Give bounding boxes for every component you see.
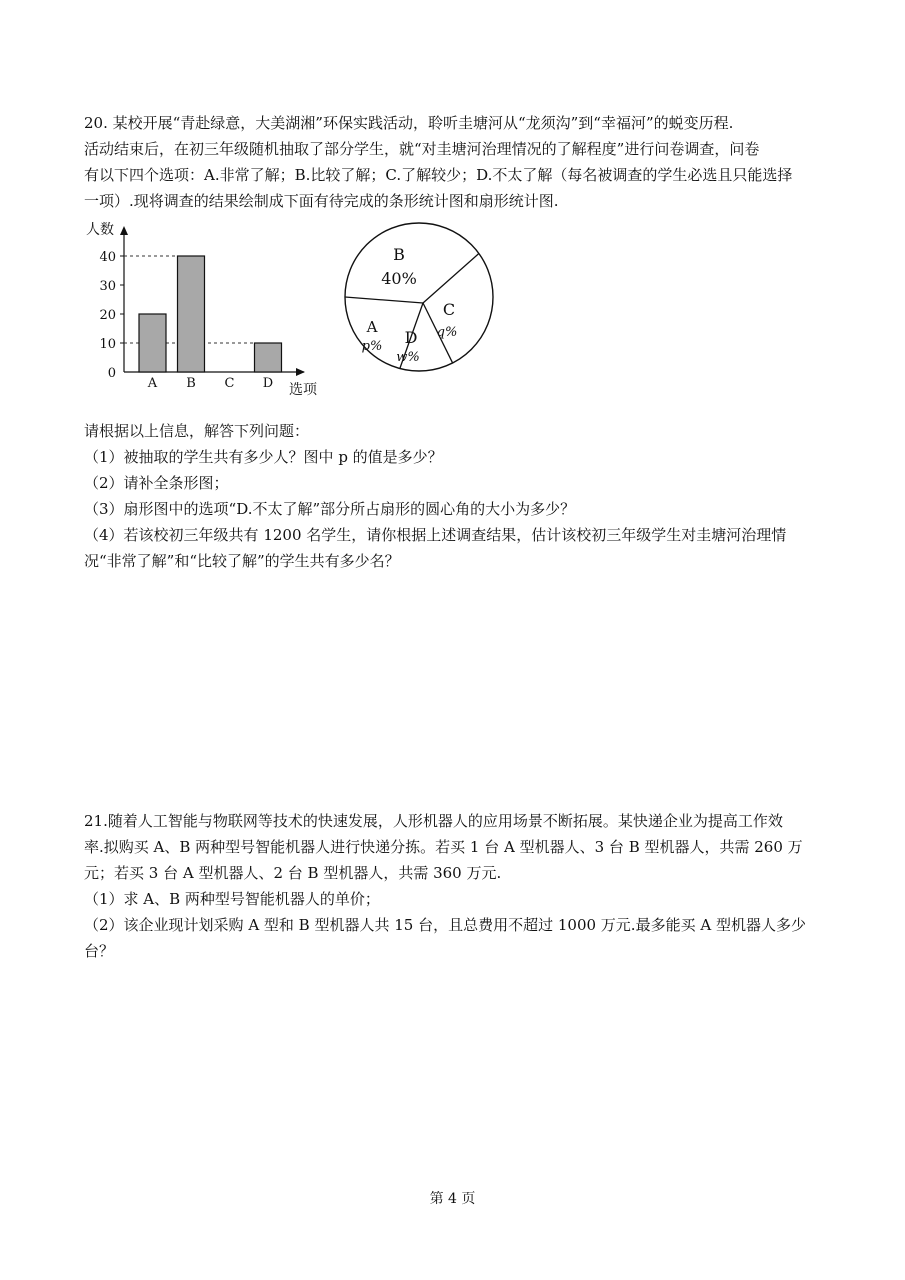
intro-text: 请根据以上信息，解答下列问题：: [84, 422, 310, 440]
pie-value-D: w%: [396, 350, 420, 365]
subquestion-2: （2）请补全条形图；: [84, 474, 229, 492]
bar-category-label: B: [186, 376, 196, 391]
bar-y-axis-arrow: [120, 226, 128, 235]
text-line: 活动结束后，在初三年级随机抽取了部分学生，就“对圭塘河治理情况的了解程度”进行问卷调查，问卷: [84, 140, 760, 158]
bar-category-label: D: [262, 376, 274, 391]
subquestion-4-cont: 况“非常了解”和“比较了解”的学生共有多少名？: [84, 552, 400, 570]
bar-y-tick-label: 40: [99, 250, 116, 265]
bar-xlabel: 选项: [289, 382, 317, 398]
bar-B: [178, 256, 205, 372]
pie-label-C: C: [442, 300, 456, 319]
bar-y-tick-label: 30: [99, 279, 116, 294]
bar-x-axis-arrow: [296, 368, 305, 376]
question-20-figures: [84, 212, 504, 412]
text-line: 率.拟购买 A、B 两种型号智能机器人进行快递分拣。若买 1 台 A 型机器人、3 台 B 型机器人，共需 260 万: [84, 838, 803, 856]
bar-y-tick-label: 20: [99, 308, 116, 323]
subquestion-1: （1）被抽取的学生共有多少人？图中 p 的值是多少？: [84, 448, 443, 466]
pie-value-B: 40%: [381, 269, 417, 288]
pie-label-B: B: [393, 245, 405, 264]
text-line: 元；若买 3 台 A 型机器人、2 台 B 型机器人，共需 360 万元.: [84, 864, 502, 882]
subquestion-3: （3）扇形图中的选项“D.不太了解”部分所占扇形的圆心角的大小为多少？: [84, 500, 576, 518]
pie-label-D: D: [404, 328, 418, 347]
text-line: 一项）.现将调查的结果绘制成下面有待完成的条形统计图和扇形统计图.: [84, 192, 559, 210]
bar-category-label: A: [147, 376, 158, 391]
question-21: [84, 808, 826, 964]
pie-value-A: p%: [361, 339, 383, 354]
bar-chart: [84, 212, 334, 412]
text-line: 台？: [84, 942, 115, 960]
question-20-stem: [84, 110, 826, 214]
bar-category-label: C: [224, 376, 235, 391]
question-20-subquestions: [84, 418, 826, 574]
pie-value-C: q%: [436, 325, 458, 340]
bar-y-tick-label: 10: [99, 337, 116, 352]
text-line: 有以下四个选项：A.非常了解；B.比较了解；C.了解较少；D.不太了解（每名被调查的学生必选且只能选择: [84, 166, 793, 184]
bar-A: [139, 314, 166, 372]
bar-ylabel: 人数: [86, 222, 114, 238]
bar-y-tick-label: 0: [107, 366, 116, 381]
page-number: 第 4 页: [429, 1191, 476, 1207]
text-line: 21.随着人工智能与物联网等技术的快速发展，人形机器人的应用场景不断拓展。某快递企业为提高工作效: [84, 812, 783, 830]
subquestion-4: （4）若该校初三年级共有 1200 名学生，请你根据上述调查结果，估计该校初三年级学生对圭塘河治理情: [84, 526, 787, 544]
bar-D: [255, 343, 282, 372]
text-line: 20. 某校开展“青赴绿意，大美湖湘”环保实践活动，聆听圭塘河从“龙须沟”到“幸福河”的蜕变历程.: [84, 114, 734, 132]
text-line: （2）该企业现计划采购 A 型和 B 型机器人共 15 台，且总费用不超过 1000 万元.最多能买 A 型机器人多少: [84, 916, 806, 934]
text-line: （1）求 A、B 两种型号智能机器人的单价；: [84, 890, 380, 908]
pie-chart: [334, 212, 504, 382]
pie-label-A: A: [366, 318, 378, 336]
